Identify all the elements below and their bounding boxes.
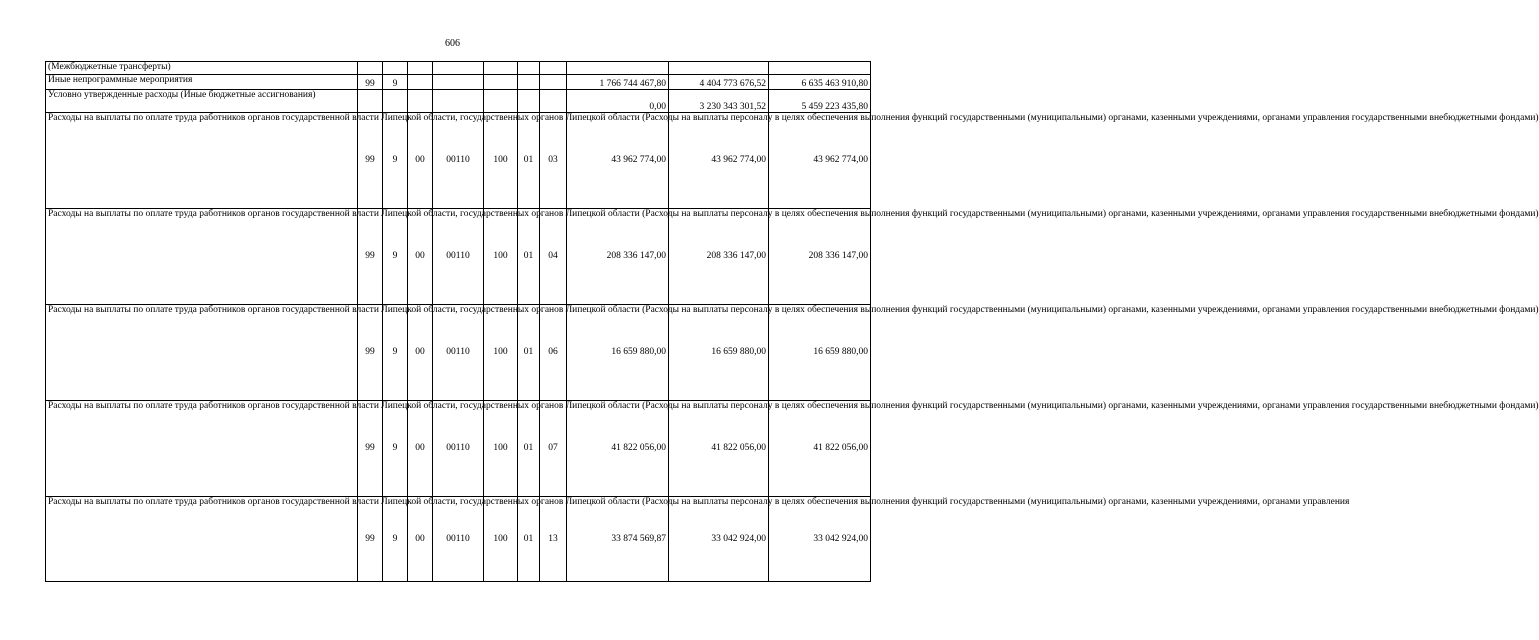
section-code: 01	[518, 113, 540, 209]
direction-code: 00110	[433, 209, 484, 305]
amount-year-3: 6 635 463 910,80	[769, 75, 871, 90]
expense-type-code: 100	[484, 305, 518, 401]
main-activity-code: 00	[408, 209, 433, 305]
table-row	[46, 90, 871, 113]
amount-year-2: 41 822 056,00	[669, 401, 769, 497]
subprogram-code: 9	[383, 305, 408, 401]
direction-code: 00110	[433, 401, 484, 497]
amount-year-1: 33 874 569,87	[567, 497, 669, 582]
row-description: Иные непрограммные мероприятия	[46, 75, 358, 90]
expense-type-code	[484, 90, 518, 113]
main-activity-code	[408, 90, 433, 113]
row-description: Расходы на выплаты по оплате труда работников органов государственной власти Липецкой области, государственных органов Липецкой области (Расходы на выплаты персоналу в целях обеспечения выполнения функций государственными (муниципальными) органами, казенными учреждениями, органами управления государственными внебюджетными фондами)	[46, 401, 358, 497]
main-activity-code	[408, 75, 433, 90]
table-row	[46, 497, 871, 582]
amount-year-1: 1 766 744 467,80	[567, 75, 669, 90]
amount-year-3: 41 822 056,00	[769, 401, 871, 497]
program-code: 99	[358, 209, 383, 305]
amount-year-1: 43 962 774,00	[567, 113, 669, 209]
table-row	[46, 113, 871, 209]
expense-type-code: 100	[484, 401, 518, 497]
amount-year-1: 0,00	[567, 90, 669, 113]
row-description: Расходы на выплаты по оплате труда работников органов государственной власти Липецкой области, государственных органов Липецкой области (Расходы на выплаты персоналу в целях обеспечения выполнения функций государственными (муниципальными) органами, казенными учреждениями, органами управления государственными внебюджетными фондами)	[46, 305, 358, 401]
main-activity-code	[408, 62, 433, 75]
page-number: 606	[445, 38, 460, 49]
expense-type-code: 100	[484, 113, 518, 209]
subsection-code	[540, 62, 567, 75]
direction-code	[433, 75, 484, 90]
amount-year-3: 43 962 774,00	[769, 113, 871, 209]
amount-year-2: 4 404 773 676,52	[669, 75, 769, 90]
program-code	[358, 62, 383, 75]
row-description: (Межбюджетные трансферты)	[46, 62, 358, 75]
program-code: 99	[358, 497, 383, 582]
main-activity-code: 00	[408, 497, 433, 582]
subprogram-code: 9	[383, 113, 408, 209]
subprogram-code: 9	[383, 75, 408, 90]
expense-type-code: 100	[484, 497, 518, 582]
direction-code	[433, 62, 484, 75]
subprogram-code: 9	[383, 209, 408, 305]
main-activity-code: 00	[408, 305, 433, 401]
expense-type-code: 100	[484, 209, 518, 305]
expense-type-code	[484, 62, 518, 75]
section-code: 01	[518, 401, 540, 497]
subsection-code: 03	[540, 113, 567, 209]
program-code: 99	[358, 401, 383, 497]
amount-year-2	[669, 62, 769, 75]
section-code	[518, 90, 540, 113]
row-description: Расходы на выплаты по оплате труда работников органов государственной власти Липецкой области, государственных органов Липецкой области (Расходы на выплаты персоналу в целях обеспечения выполнения функций государственными (муниципальными) органами, казенными учреждениями, органами управления государственными внебюджетными фондами)	[46, 209, 358, 305]
amount-year-3: 33 042 924,00	[769, 497, 871, 582]
row-description: Расходы на выплаты по оплате труда работников органов государственной власти Липецкой области, государственных органов Липецкой области (Расходы на выплаты персоналу в целях обеспечения выполнения функций государственными (муниципальными) органами, казенными учреждениями, органами управления государственными внебюджетными фондами)	[46, 113, 358, 209]
amount-year-1: 208 336 147,00	[567, 209, 669, 305]
amount-year-2: 16 659 880,00	[669, 305, 769, 401]
subprogram-code	[383, 90, 408, 113]
main-activity-code: 00	[408, 401, 433, 497]
program-code: 99	[358, 305, 383, 401]
section-code	[518, 62, 540, 75]
direction-code	[433, 90, 484, 113]
subprogram-code: 9	[383, 401, 408, 497]
program-code: 99	[358, 75, 383, 90]
table-row	[46, 209, 871, 305]
row-description: Расходы на выплаты по оплате труда работников органов государственной власти Липецкой области, государственных органов Липецкой области (Расходы на выплаты персоналу в целях обеспечения выполнения функций государственными (муниципальными) органами, казенными учреждениями, органами управления	[46, 497, 358, 582]
row-description: Условно утвержденные расходы (Иные бюджетные ассигнования)	[46, 90, 358, 113]
section-code	[518, 75, 540, 90]
amount-year-2: 208 336 147,00	[669, 209, 769, 305]
amount-year-3: 16 659 880,00	[769, 305, 871, 401]
direction-code: 00110	[433, 497, 484, 582]
subsection-code: 06	[540, 305, 567, 401]
section-code: 01	[518, 497, 540, 582]
amount-year-1: 16 659 880,00	[567, 305, 669, 401]
amount-year-3: 5 459 223 435,80	[769, 90, 871, 113]
section-code: 01	[518, 305, 540, 401]
section-code: 01	[518, 209, 540, 305]
direction-code: 00110	[433, 113, 484, 209]
table-row	[46, 62, 871, 75]
subsection-code: 07	[540, 401, 567, 497]
expense-type-code	[484, 75, 518, 90]
table-row	[46, 305, 871, 401]
amount-year-2: 43 962 774,00	[669, 113, 769, 209]
direction-code: 00110	[433, 305, 484, 401]
subsection-code: 13	[540, 497, 567, 582]
subprogram-code	[383, 62, 408, 75]
main-activity-code: 00	[408, 113, 433, 209]
program-code	[358, 90, 383, 113]
subprogram-code: 9	[383, 497, 408, 582]
amount-year-2: 33 042 924,00	[669, 497, 769, 582]
subsection-code	[540, 90, 567, 113]
amount-year-2: 3 230 343 301,52	[669, 90, 769, 113]
amount-year-3: 208 336 147,00	[769, 209, 871, 305]
subsection-code: 04	[540, 209, 567, 305]
subsection-code	[540, 75, 567, 90]
table-row	[46, 401, 871, 497]
amount-year-1: 41 822 056,00	[567, 401, 669, 497]
amount-year-1	[567, 62, 669, 75]
table-row	[46, 75, 871, 90]
program-code: 99	[358, 113, 383, 209]
amount-year-3	[769, 62, 871, 75]
budget-table	[45, 61, 1539, 582]
